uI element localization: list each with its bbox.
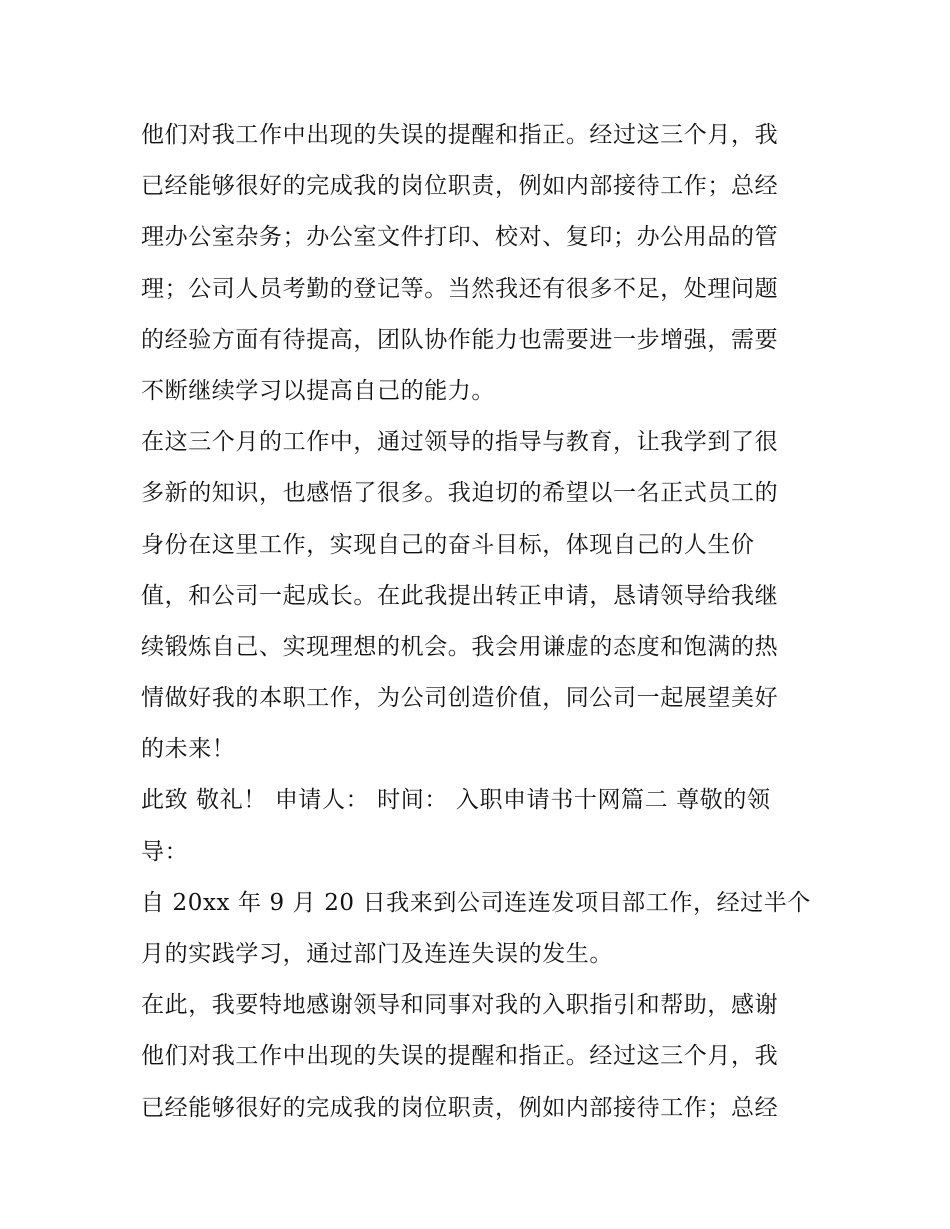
text-line: 的未来！ (141, 736, 236, 763)
text-line: 已经能够很好的完成我的岗位职责，例如内部接待工作；总经 (141, 1094, 779, 1121)
text-line: 在这三个月的工作中，通过领导的指导与教育，让我学到了很 (141, 429, 779, 456)
text-line: 不断继续学习以提高自己的能力。 (141, 377, 495, 404)
body-text (141, 110, 813, 1134)
text-line: 自 20xx 年 9 月 20 日我来到公司连连发项目部工作，经过半个 (141, 889, 811, 916)
text-line: 月的实践学习，通过部门及连连失误的发生。 (141, 941, 613, 967)
text-line: 理办公室杂务；办公室文件打印、校对、复印；办公用品的管 (141, 224, 779, 251)
text-line: 此致 敬礼！ 申请人： 时间： 入职申请书十网篇二 尊敬的领 (141, 787, 771, 814)
text-line: 他们对我工作中出现的失误的提醒和指正。经过这三个月，我 (141, 1043, 779, 1070)
text-line: 理；公司人员考勤的登记等。当然我还有很多不足，处理问题 (141, 275, 779, 302)
text-line: 情做好我的本职工作，为公司创造价值，同公司一起展望美好 (141, 685, 779, 712)
text-line: 已经能够很好的完成我的岗位职责，例如内部接待工作；总经 (141, 173, 779, 200)
text-line: 在此，我要特地感谢领导和同事对我的入职指引和帮助，感谢 (141, 992, 779, 1019)
text-line: 身份在这里工作，实现自己的奋斗目标，体现自己的人生价 (141, 531, 755, 558)
text-line: 导： (141, 838, 189, 865)
text-line: 多新的知识，也感悟了很多。我迫切的希望以一名正式员工的 (141, 480, 779, 507)
text-line: 续锻炼自己、实现理想的机会。我会用谦虚的态度和饱满的热 (141, 633, 779, 660)
text-line: 值，和公司一起成长。在此我提出转正申请，恳请领导给我继 (141, 582, 779, 609)
text-line: 他们对我工作中出现的失误的提醒和指正。经过这三个月，我 (141, 122, 779, 148)
text-line: 的经验方面有待提高，团队协作能力也需要进一步增强，需要 (141, 326, 779, 353)
